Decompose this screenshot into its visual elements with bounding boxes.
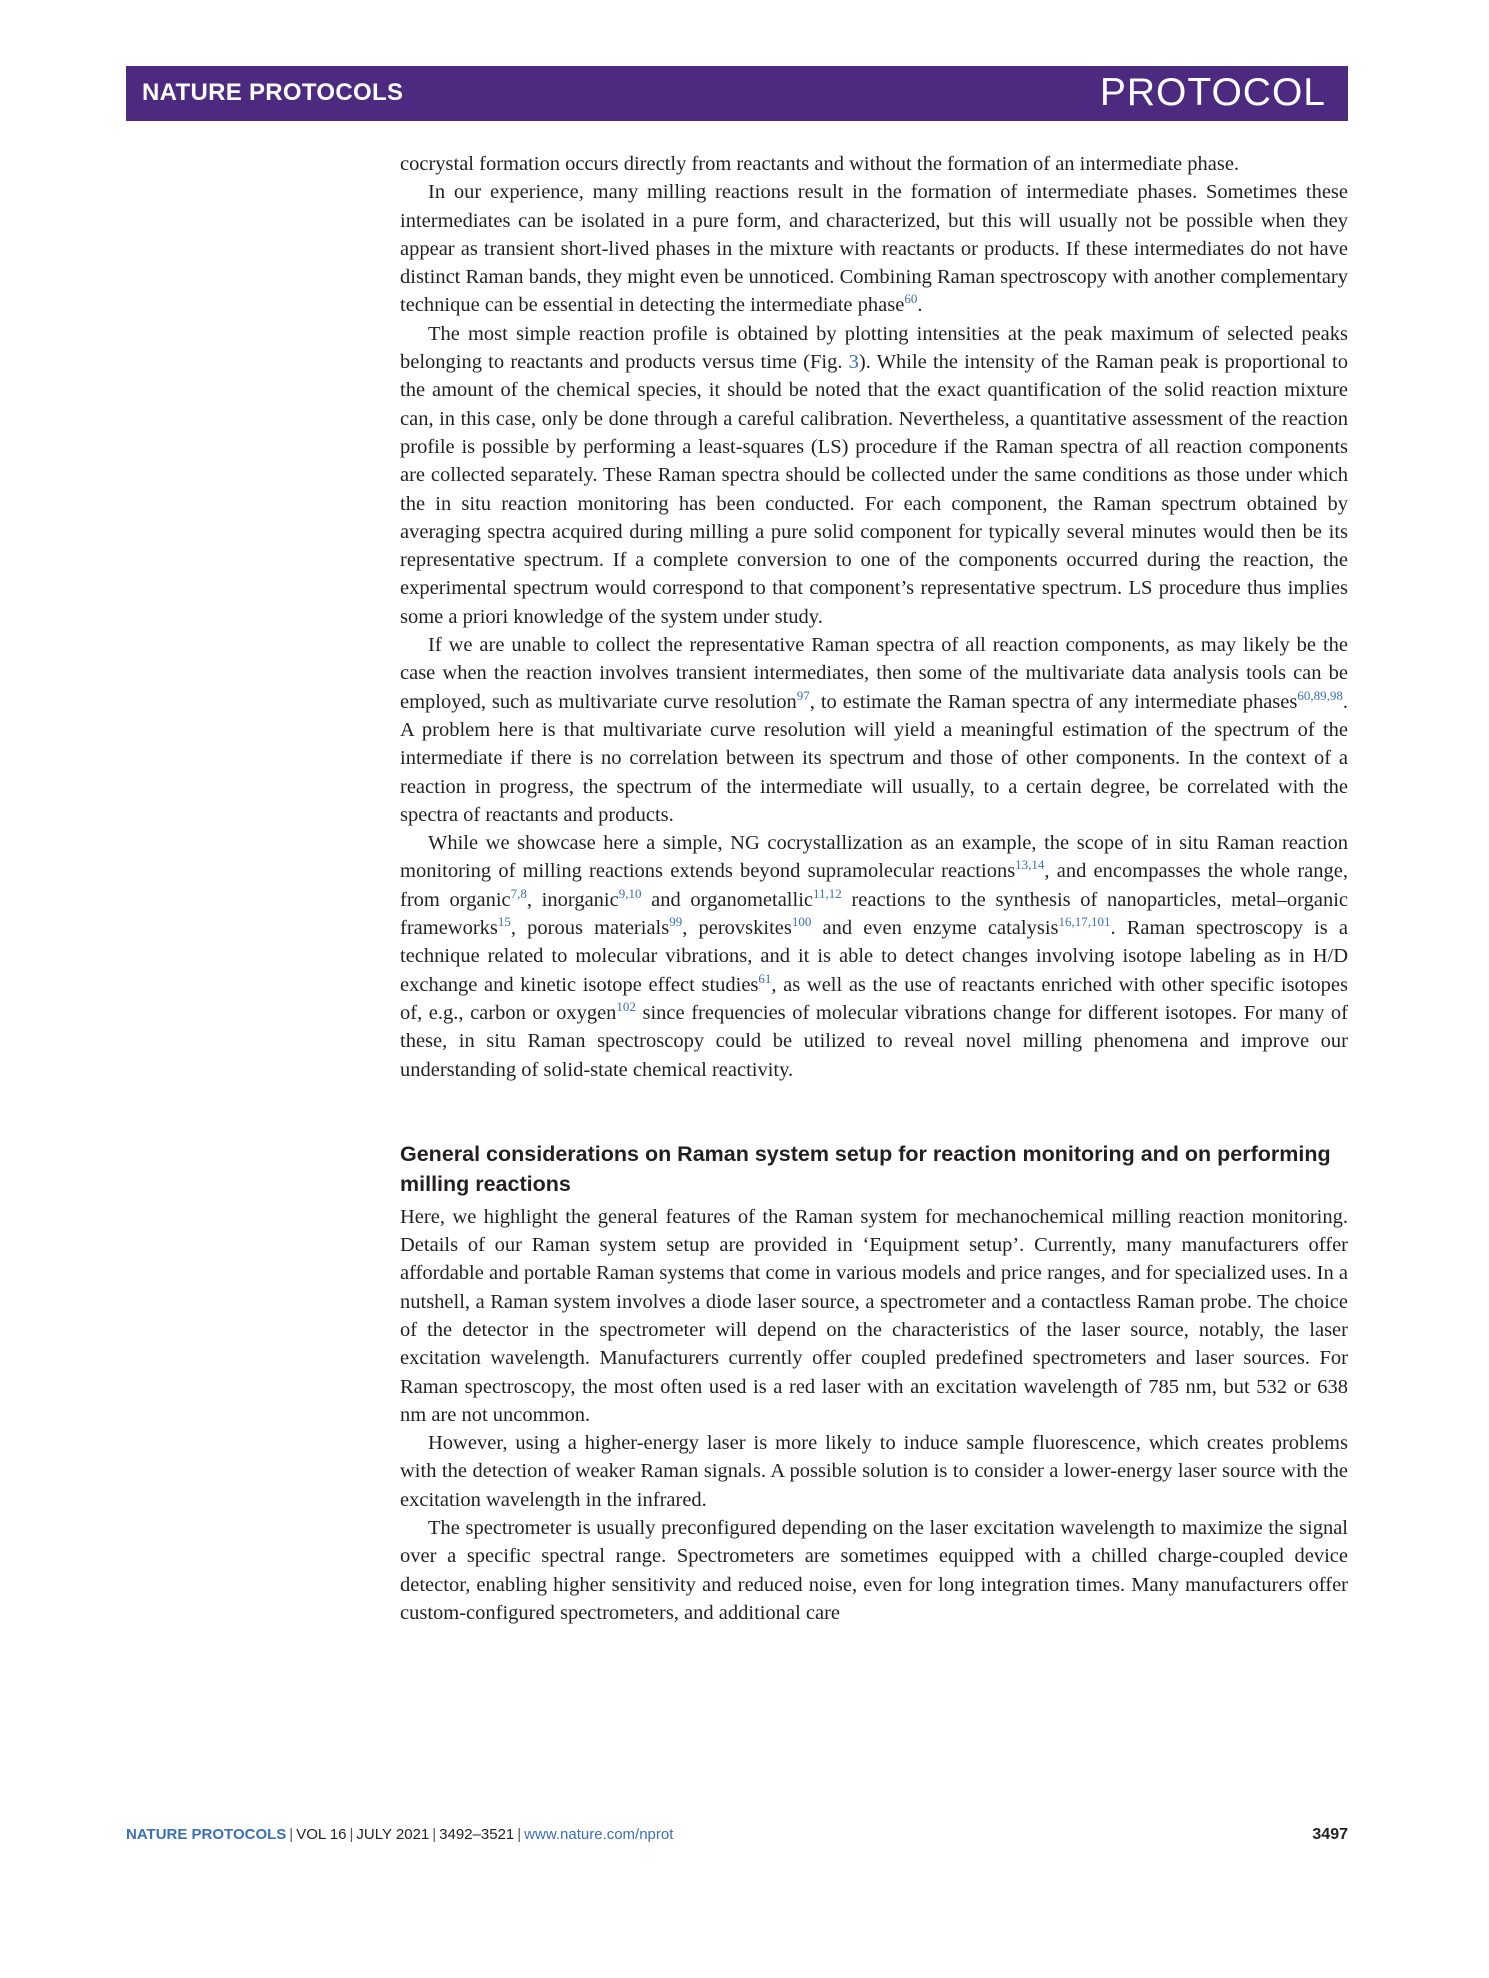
footer-journal: NATURE PROTOCOLS — [126, 1826, 287, 1843]
article-type-label: PROTOCOL — [1099, 71, 1326, 114]
citation-ref[interactable]: 61 — [758, 970, 772, 986]
paragraph-text: since frequencies of molecular vibrations change for different isotopes. For many of these, in situ Raman spectroscopy could be utilized to reveal novel milling phenomena and improve our understanding of solid-state chemical reactivity. — [400, 1001, 1348, 1081]
paragraph — [400, 178, 1348, 319]
citation-ref[interactable]: 16,17,101 — [1058, 914, 1111, 930]
citation-ref[interactable]: 60,89,98 — [1297, 687, 1343, 703]
paragraph-text: , and encompasses the whole range, from organic — [400, 860, 1348, 911]
paragraph — [400, 320, 1348, 631]
paragraph — [400, 829, 1348, 1084]
citation-ref[interactable]: 9,10 — [618, 885, 642, 901]
footer-date: JULY 2021 — [356, 1826, 430, 1843]
paragraph — [400, 631, 1348, 829]
citation-ref[interactable]: 7,8 — [510, 885, 527, 901]
figure-ref-link[interactable]: 3 — [848, 351, 859, 374]
footer-url-link[interactable]: www.nature.com/nprot — [524, 1826, 674, 1843]
footer-separator: | — [289, 1826, 294, 1843]
journal-name: NATURE PROTOCOLS — [142, 79, 404, 106]
citation-ref[interactable]: 13,14 — [1015, 857, 1045, 873]
paragraph-text: , porous materials — [510, 917, 670, 940]
paragraph: However, using a higher-energy laser is more likely to induce sample fluorescence, which creates problems with the detection of weaker Raman signals. A possible solution is to consider a lower-energy laser source with the excitation wavelength in the infrared. — [400, 1432, 1348, 1511]
paragraph-text: reactions to the synthesis of nanoparticles, metal–organic frameworks — [400, 888, 1349, 940]
citation-ref[interactable]: 99 — [669, 914, 683, 930]
paragraph-text: . A problem here is that multivariate curve resolution will yield a meaningful estimation of the spectrum of the intermediate if there is no correlation between its spectrum and those of other components. In the context of a reaction in progress, the spectrum of the intermediate will usually, to a certain degree, be correlated with the spectra of reactants and products. — [400, 690, 1348, 826]
paragraph-text: and even enzyme catalysis — [811, 917, 1059, 940]
paragraph-text: While we showcase here a simple, NG cocrystallization as an example, the scope of in situ Raman reaction monitoring of milling reactions extends beyond supramolecular reactions — [400, 832, 1348, 883]
paragraph-text: and organometallic — [641, 888, 813, 911]
paragraph-text: . — [917, 294, 923, 317]
section-heading: General considerations on Raman system setup for reaction monitoring and on performing milling reactions — [400, 1141, 1331, 1196]
citation-ref[interactable]: 97 — [796, 687, 810, 703]
footer-citation — [126, 1826, 673, 1843]
citation-ref[interactable]: 15 — [497, 914, 511, 930]
paragraph: The spectrometer is usually preconfigured depending on the laser excitation wavelength to maximize the signal over a specific spectral range. Spectrometers are sometimes equipped with a chilled charge-coupled device detector, enabling higher sensitivity and reduced noise, even for long integration times. Many manufacturers offer custom-configured spectrometers, and additional care — [400, 1517, 1348, 1624]
paragraph-text: , inorganic — [526, 888, 619, 911]
paragraph-text: , as well as the use of reactants enriched with other specific isotopes of, e.g., carbon or oxygen — [400, 973, 1349, 1024]
article-body — [400, 150, 1348, 1627]
citation-ref[interactable]: 102 — [616, 998, 636, 1014]
citation-ref[interactable]: 11,12 — [813, 885, 842, 901]
paragraph-text: In our experience, many milling reactions result in the formation of intermediate phases. Sometimes these intermediates can be isolated in a pure form, and characterized, but this will usually not be possible when they appear as transient short-lived phases in the mixture with reactants or products. If these intermediates do not have distinct Raman bands, they might even be unnoticed. Combining Raman spectroscopy with another complementary technique can be essential in detecting the intermediate phase — [400, 181, 1348, 317]
paragraph: Here, we highlight the general features of the Raman system for mechanochemical milling reaction monitoring. Details of our Raman system setup are provided in ‘Equipment setup’. Currently, many manufacturers offer affordable and portable Raman systems that come in various models and price ranges, and for specialized uses. In a nutshell, a Raman system involves a diode laser source, a spectrometer and a contactless Raman probe. The choice of the detector in the spectrometer will depend on the characteristics of the laser source, notably, the laser excitation wavelength. Manufacturers currently offer coupled predefined spectrometers and laser sources. For Raman spectroscopy, the most often used is a red laser with an excitation wavelength of 785 nm, but 532 or 638 nm are not uncommon. — [400, 1205, 1348, 1426]
citation-ref[interactable]: 60 — [904, 291, 918, 307]
footer-separator: | — [432, 1826, 437, 1843]
paragraph-text: The most simple reaction profile is obtained by plotting intensities at the peak maximum of selected peaks belonging to reactants and products versus time (Fig. — [400, 322, 1348, 374]
page-number: 3497 — [1312, 1826, 1348, 1843]
journal-header-bar — [126, 66, 1348, 121]
footer-volume: VOL 16 — [296, 1826, 347, 1843]
footer-pages: 3492–3521 — [439, 1826, 515, 1843]
paragraph-text: , perovskites — [682, 917, 792, 940]
page-footer — [126, 1826, 1348, 1843]
citation-ref[interactable]: 100 — [791, 914, 812, 930]
footer-separator: | — [517, 1826, 522, 1843]
footer-separator: | — [349, 1826, 354, 1843]
paragraph-text: If we are unable to collect the representative Raman spectra of all reaction components, as may likely be the case when the reaction involves transient intermediates, then some of the multivariate data analysis tools can be employed, such as multivariate curve resolution — [400, 634, 1348, 713]
paragraph-text: ). While the intensity of the Raman peak is proportional to the amount of the chemical species, it should be noted that the exact quantification of the solid reaction mixture can, in this case, only be done through a careful calibration. Nevertheless, a quantitative assessment of the reaction profile is possible by performing a least-squares (LS) procedure if the Raman spectra of all reaction components are collected separately. These Raman spectra should be collected under the same conditions as those under which the in situ reaction monitoring has been conducted. For each component, the Raman spectrum obtained by averaging spectra acquired during milling a pure solid component for typically several minutes would then be its representative spectrum. If a complete conversion to one of the components occurred during the reaction, the experimental spectrum would correspond to that component’s representative spectrum. LS procedure thus implies some a priori knowledge of the system under study. — [400, 351, 1348, 628]
paragraph-text: , to estimate the Raman spectra of any intermediate phases — [809, 690, 1298, 713]
paragraph-text: . Raman spectroscopy is a technique related to molecular vibrations, and it is able to detect changes involving isotope labeling as in H/D exchange and kinetic isotope effect studies — [400, 917, 1348, 996]
paragraph: cocrystal formation occurs directly from reactants and without the formation of an intermediate phase. — [400, 153, 1240, 175]
